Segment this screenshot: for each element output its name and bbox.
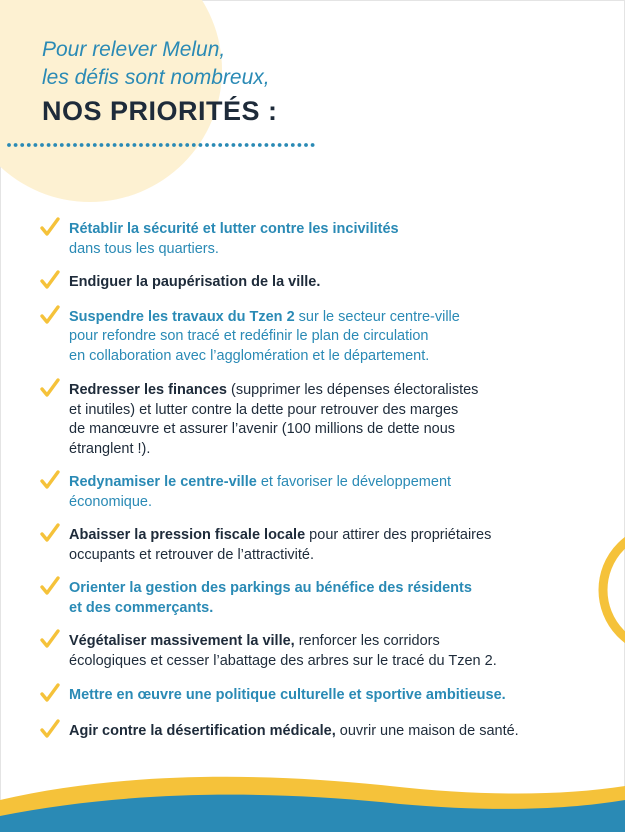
- divider-dot: [40, 143, 44, 147]
- intro-line-2: les défis sont nombreux,: [42, 66, 270, 89]
- priority-3-bold: Suspendre les travaux du Tzen 2: [69, 308, 295, 325]
- right-yellow-arc: [603, 528, 625, 652]
- priority-item-8: [40, 632, 600, 671]
- divider-dot: [47, 143, 51, 147]
- priority-1-line-2: dans tous les quartiers.: [69, 240, 219, 257]
- divider-dot: [212, 143, 216, 147]
- divider-dot: [27, 143, 31, 147]
- priority-8-bold: Végétaliser massivement la ville,: [69, 633, 295, 649]
- priority-item-5: [40, 473, 600, 512]
- divider-dot: [245, 143, 249, 147]
- divider-dot: [258, 143, 262, 147]
- divider-dot: [152, 143, 156, 147]
- divider-dot: [304, 143, 308, 147]
- divider-dot: [166, 143, 170, 147]
- check-icon: [40, 470, 60, 490]
- check-icon: [40, 523, 60, 543]
- priority-4-rest: (supprimer les dépenses électoralistes: [226, 382, 479, 398]
- divider-dot: [80, 143, 84, 147]
- check-icon: [40, 629, 60, 649]
- priority-4-line-2: et inutiles) et lutter contre la dette pour retrouver des marges: [69, 401, 459, 418]
- check-icon: [40, 719, 60, 739]
- priority-5-bold: Redynamiser le centre-ville: [69, 474, 257, 490]
- page-title: NOS PRIORITÉS :: [42, 96, 278, 126]
- check-icon: [40, 305, 60, 325]
- priority-item-1: [40, 220, 600, 259]
- priority-7-bold: Orienter la gestion des parkings au bénéfice des résidents: [69, 580, 472, 596]
- priority-1-bold: Rétablir la sécurité et lutter contre les incivilités: [69, 221, 399, 237]
- priority-4-bold: Redresser les finances: [69, 382, 227, 398]
- divider-dot: [146, 143, 150, 147]
- divider-dot: [133, 143, 137, 147]
- priority-8-rest: renforcer les corridors: [294, 633, 440, 649]
- divider-dot: [238, 143, 242, 147]
- header: [42, 36, 602, 127]
- divider-dot: [225, 143, 229, 147]
- check-icon: [40, 378, 60, 398]
- priority-10-rest: ouvrir une maison de santé.: [335, 722, 519, 739]
- divider-dot: [73, 143, 77, 147]
- priorities-list: [40, 220, 600, 741]
- divider-dot: [311, 143, 315, 147]
- divider-dot: [284, 143, 288, 147]
- divider-dot: [192, 143, 196, 147]
- divider-dot: [100, 143, 104, 147]
- divider-dot: [106, 143, 110, 147]
- divider-dot: [60, 143, 64, 147]
- divider-dot: [53, 143, 57, 147]
- priority-3-line-3: en collaboration avec l’agglomération et le département.: [69, 347, 430, 364]
- divider-dot: [20, 143, 24, 147]
- priority-2-bold: Endiguer la paupérisation de la ville.: [69, 274, 321, 290]
- divider-dot: [119, 143, 123, 147]
- divider-dot: [265, 143, 269, 147]
- divider-dot: [172, 143, 176, 147]
- priority-9-bold: Mettre en œuvre une politique culturelle et sportive ambitieuse.: [69, 687, 506, 703]
- priority-item-10: [40, 722, 600, 742]
- check-icon: [40, 270, 60, 290]
- divider-dot: [86, 143, 90, 147]
- priority-item-4: [40, 381, 600, 459]
- priority-item-2: [40, 273, 600, 293]
- priority-7-line-2: et des commerçants.: [69, 599, 214, 616]
- divider-dot: [179, 143, 183, 147]
- divider-dot: [126, 143, 130, 147]
- divider-dot: [7, 143, 11, 147]
- priority-item-7: [40, 579, 600, 618]
- priority-item-6: [40, 526, 600, 565]
- priority-6-rest: pour attirer des propriétaires: [305, 527, 492, 543]
- divider-dot: [93, 143, 97, 147]
- divider-dot: [218, 143, 222, 147]
- check-icon: [40, 576, 60, 596]
- check-icon: [40, 683, 60, 703]
- divider-dot: [34, 143, 38, 147]
- priority-6-bold: Abaisser la pression fiscale locale: [69, 527, 306, 543]
- divider-dot: [278, 143, 282, 147]
- priority-5-line-2: économique.: [69, 493, 153, 510]
- divider-dot: [14, 143, 18, 147]
- priority-item-9: [40, 686, 600, 706]
- check-icon: [40, 217, 60, 237]
- divider-dot: [185, 143, 189, 147]
- priority-4-line-3: de manœuvre et assurer l’avenir (100 millions de dette nous: [69, 421, 456, 437]
- intro-line-1: Pour relever Melun,: [42, 38, 226, 61]
- priority-4-line-4: étranglent !).: [69, 440, 151, 457]
- priority-10-bold: Agir contre la désertification médicale,: [69, 722, 336, 739]
- divider-dot: [139, 143, 143, 147]
- priority-3-rest: sur le secteur centre-ville: [294, 308, 460, 325]
- priority-3-line-2: pour refondre son tracé et redéfinir le plan de circulation: [69, 328, 429, 344]
- priority-8-line-2: écologiques et cesser l’abattage des arbres sur le tracé du Tzen 2.: [69, 652, 497, 669]
- divider-dot: [199, 143, 203, 147]
- divider-dot: [113, 143, 117, 147]
- divider-dot: [251, 143, 255, 147]
- dotted-divider: [6, 140, 316, 150]
- divider-dot: [67, 143, 71, 147]
- divider-dot: [159, 143, 163, 147]
- priority-item-3: [40, 308, 600, 367]
- priority-6-line-2: occupants et retrouver de l’attractivité.: [69, 546, 315, 563]
- priority-5-rest: et favoriser le développement: [256, 474, 452, 490]
- divider-dot: [271, 143, 275, 147]
- divider-dot: [205, 143, 209, 147]
- divider-dot: [232, 143, 236, 147]
- divider-dot: [298, 143, 302, 147]
- divider-dot: [291, 143, 295, 147]
